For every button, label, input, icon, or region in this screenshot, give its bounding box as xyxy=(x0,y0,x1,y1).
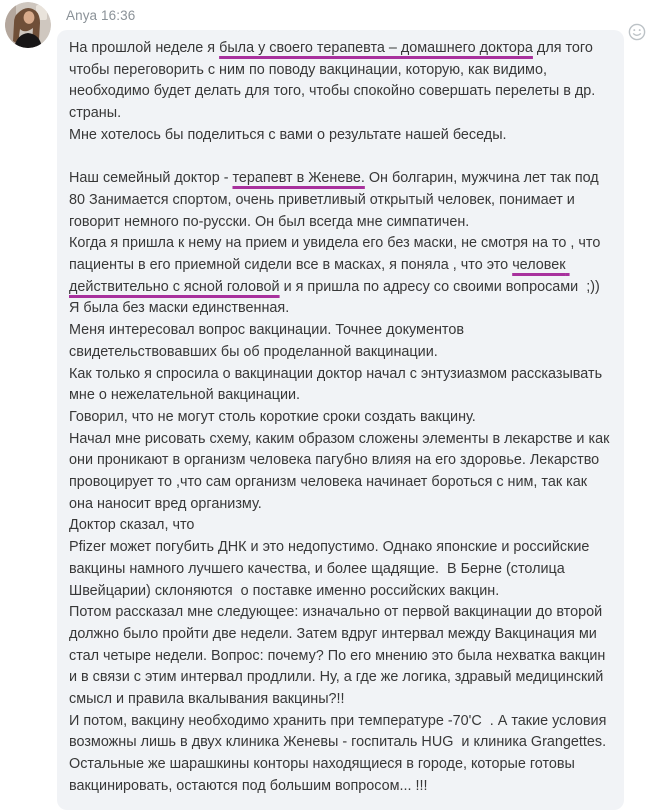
text-segment: Потом рассказал мне следующее: изначально от первой вакцинации до второй должно было пройти две недели. Затем вдруг интервал между Вакцинация ми стал четыре недели. Вопрос: почему? По его мнению это была нехватка вакцин и в связи с этим интервал продлили. Ну, а где же логика, здравый медицинский смысл и правила вкалывания вакцины?!! xyxy=(69,604,610,708)
text-segment: Меня интересовал вопрос вакцинации. Точнее документов свидетельствовавших бы об проделанной вакцинации. xyxy=(69,322,468,360)
text-segment: На прошлой неделе я xyxy=(69,40,220,56)
text-segment: Pfizer может погубить ДНК и это недопустимо. Однако японские и российские вакцины намного лучшего качества, и более щадящие. В Берне (столица Швейцарии) склоняются о поставке именно российских вакцин. xyxy=(69,539,594,599)
text-segment: и я пришла по адресу со своими вопросами ;)) xyxy=(279,278,600,295)
message-paragraph xyxy=(69,320,611,363)
underlined-text: человек действительно с ясной головой xyxy=(69,257,570,295)
text-segment: Я была без маски единственная. xyxy=(69,300,290,317)
message-paragraph xyxy=(69,711,611,798)
text-segment: Говорил, что не могут столь короткие сроки создать вакцину. xyxy=(69,408,476,425)
smiley-icon xyxy=(628,23,646,41)
text-segment: Доктор сказал, что xyxy=(69,517,195,534)
avatar[interactable] xyxy=(5,2,51,48)
blank-line xyxy=(69,147,611,169)
text-segment: Он болгарин, мужчина лет так под 80 Занимается спортом, очень приветливый открытый человек, понимает и говорит немного по-русски. Он был всегда мне симпатичен. xyxy=(69,170,603,230)
emoji-reaction-button[interactable] xyxy=(628,23,646,41)
text-segment: Когда я пришла к нему на прием и увидела его без маски, не смотря на то , что пациенты в его приемной сидели все в масках, я поняла , что это xyxy=(69,235,605,274)
message-paragraph xyxy=(69,298,611,320)
underlined-text: терапевт в Женеве. xyxy=(232,170,365,187)
text-segment: И потом, вакцину необходимо хранить при температуре -70'C . А такие условия возможны лишь в двух клиника Женевы - госпиталь HUG и клиника Grangettes. Остальные же шарашкины конторы находящиеся в городе, которые готовы вакцинировать, остаются под большим вопросом... !!! xyxy=(69,712,611,794)
message-bubble[interactable] xyxy=(57,30,624,810)
message-paragraph xyxy=(69,429,614,516)
message-paragraph xyxy=(69,537,611,602)
message-content xyxy=(57,0,624,810)
avatar-image xyxy=(5,2,51,48)
text-segment: Наш семейный доктор - xyxy=(69,170,233,187)
message-paragraph xyxy=(69,125,611,147)
message-header xyxy=(57,0,624,30)
message-paragraph xyxy=(69,602,611,711)
text-segment: Начал мне рисовать схему, каким образом сложены элементы в лекарстве и как они проникают в организм человека пагубно влияя на его здоровье. Лекарство провоцирует то ,что сам организм человека начинает бороться с ним, так как она наносит вред организму. xyxy=(69,430,614,512)
sender-name[interactable]: Anya xyxy=(66,8,98,23)
message-paragraph xyxy=(69,515,611,537)
text-segment: Как только я спросила о вакцинации доктор начал с энтузиазмом рассказывать мне о нежелательной вакцинации. xyxy=(69,365,607,404)
message-paragraph xyxy=(69,233,611,298)
message-paragraph xyxy=(69,168,611,233)
text-segment: Мне хотелось бы поделиться с вами о результате нашей беседы. xyxy=(69,126,507,143)
message-paragraph xyxy=(69,38,611,125)
message-paragraph xyxy=(69,407,611,429)
timestamp: 16:36 xyxy=(101,8,136,23)
message-paragraph xyxy=(69,364,611,407)
underlined-text: была у своего терапевта – домашнего доктора xyxy=(219,40,533,56)
text-segment: для того чтобы переговорить с ним по поводу вакцинации, которую, как видимо, необходимо будет делать для того, чтобы спокойно совершать перелеты в др. страны. xyxy=(69,40,600,122)
